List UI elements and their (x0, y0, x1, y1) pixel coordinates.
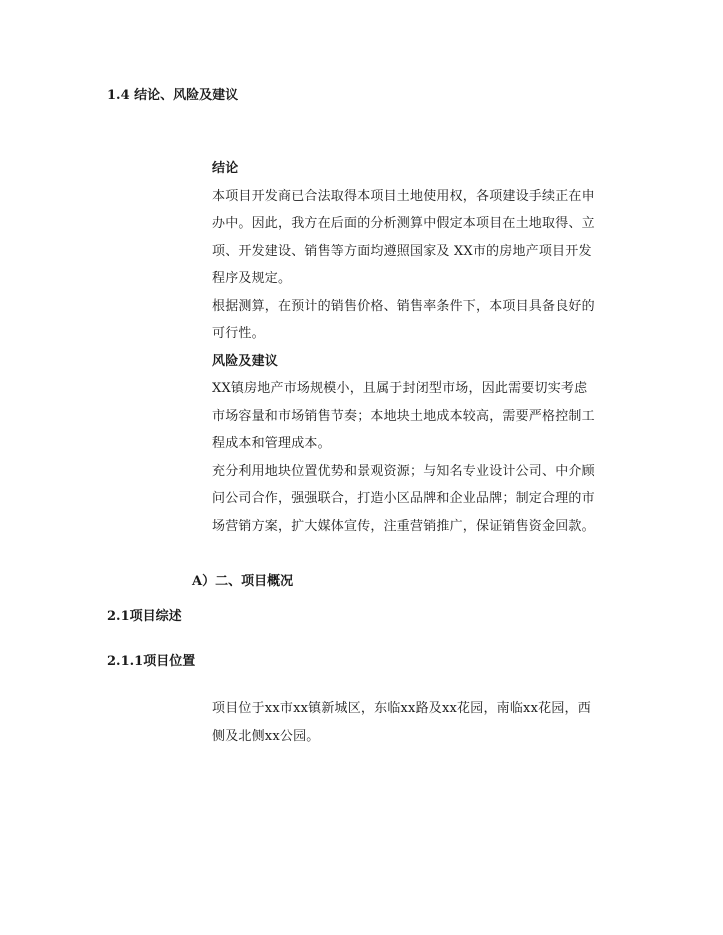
heading-part-2: A）二、项目概况 (192, 574, 294, 589)
heading-2-1: 2.1项目综述 (107, 609, 182, 624)
risk-paragraph-1: XX镇房地产市场规模小，且属于封闭型市场，因此需要切实考虑市场容量和市场销售节奏；本地块土地成本较高，需要严格控制工程成本和管理成本。 (212, 381, 595, 451)
heading-2-1-1: 2.1.1项目位置 (107, 654, 196, 669)
location-section (212, 695, 597, 750)
conclusion-paragraph-2: 根据测算，在预计的销售价格、销售率条件下，本项目具备良好的可行性。 (212, 298, 595, 341)
conclusion-section (212, 155, 597, 540)
conclusion-title: 结论 (212, 161, 239, 176)
heading-1-4: 1.4 结论、风险及建议 (107, 88, 239, 103)
conclusion-paragraph-1: 本项目开发商已合法取得本项目土地使用权，各项建设手续正在申办中。因此，我方在后面的分析测算中假定本项目在土地取得、立项、开发建设、销售等方面均遵照国家及 XX市的房地产项目开发程序及规定。 (212, 188, 595, 286)
risk-paragraph-2: 充分利用地块位置优势和景观资源；与知名专业设计公司、中介顾问公司合作，强强联合，打造小区品牌和企业品牌；制定合理的市场营销方案，扩大媒体宣传，注重营销推广，保证销售资金回款。 (212, 463, 595, 534)
risk-title: 风险及建议 (212, 353, 279, 369)
location-paragraph: 项目位于xx市xx镇新城区，东临xx路及xx花园，南临xx花园，西侧及北侧xx公园。 (212, 701, 591, 744)
